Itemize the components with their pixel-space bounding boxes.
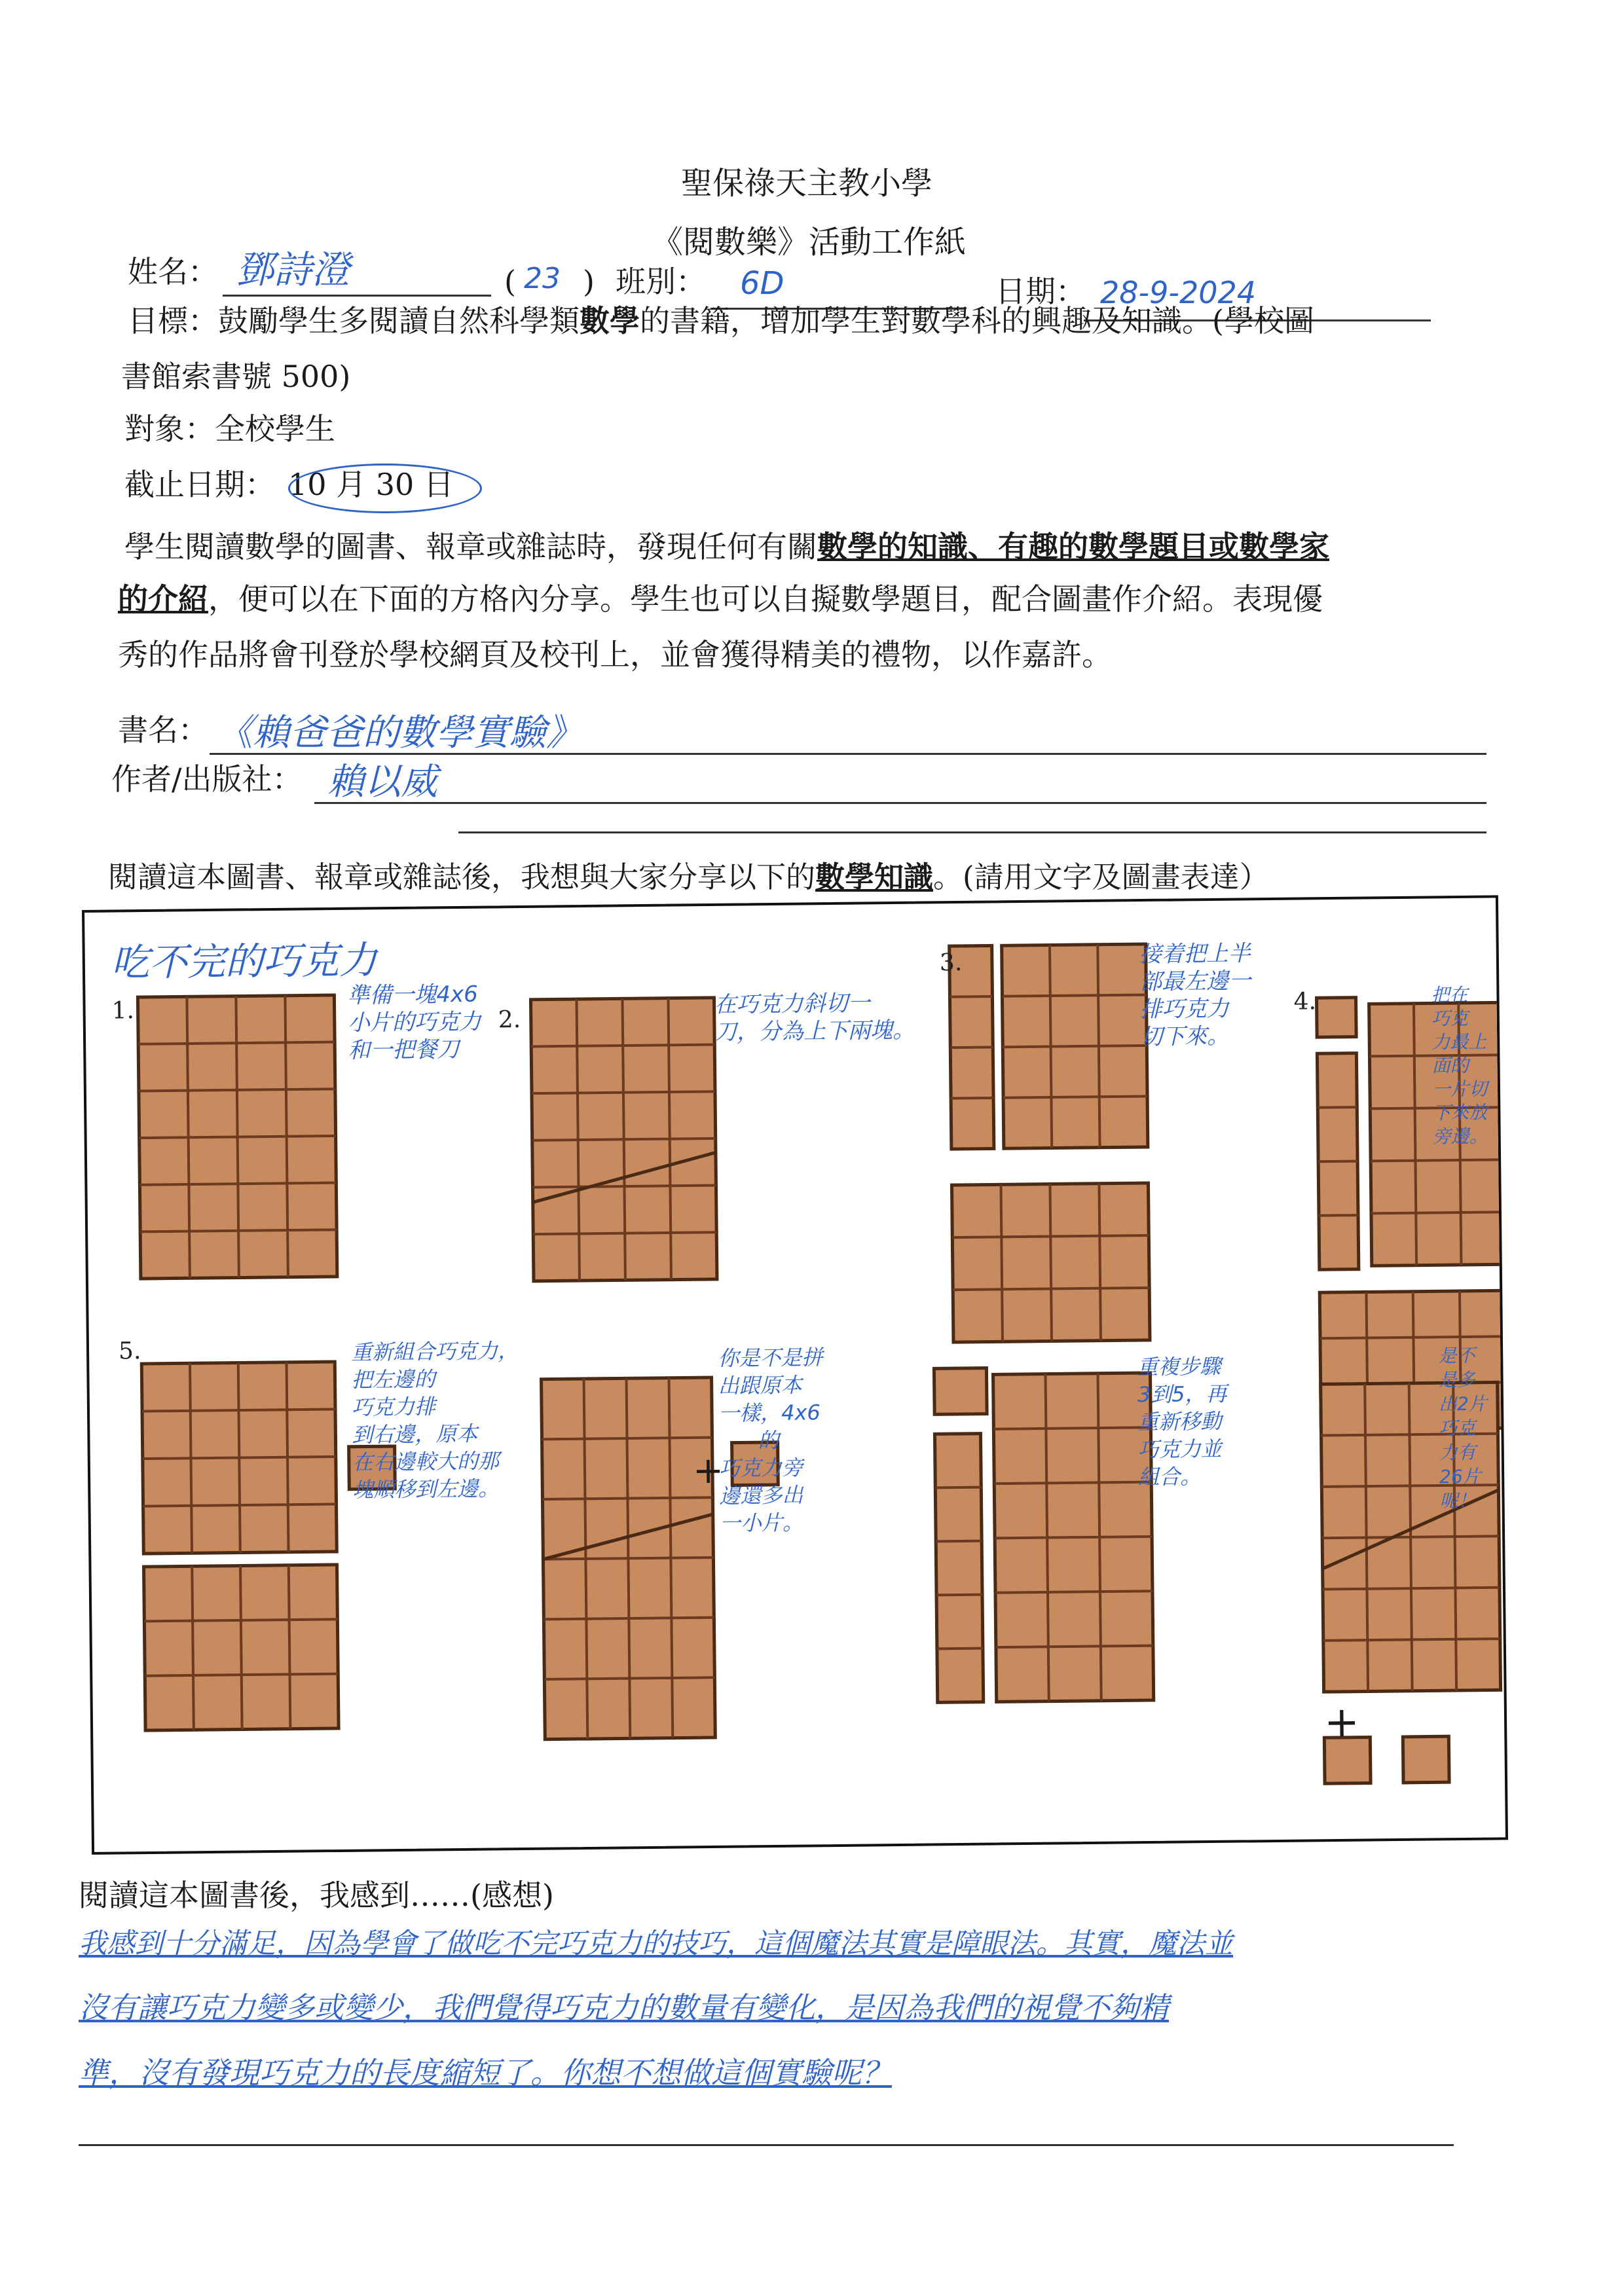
reflection-rule-4 — [79, 2144, 1454, 2146]
chocolate-step5-top — [141, 1362, 337, 1554]
instruction-line-1 — [124, 527, 1329, 566]
reflection-label: 閱讀這本圖書後，我感到……(感想) — [79, 1878, 554, 1913]
chocolate-step7-right — [993, 1373, 1154, 1702]
instruction-text-1a: 學生閱讀數學的圖書、報章或雜誌時，發現任何有關 — [124, 529, 817, 564]
book-title-value: 《賴爸爸的數學實驗》 — [216, 712, 583, 754]
worksheet-title: 《閱數樂》活動工作紙 — [652, 224, 967, 261]
step-7-note: 重複步驟 3到5，再 重新移動 巧克力並 組合。 — [1137, 1353, 1227, 1490]
step-number-1: 1. — [111, 997, 135, 1025]
step-6-note: 你是不是拼 出跟原本 一樣，4x6 的 巧克力旁 邊還多出 一小片。 — [718, 1345, 823, 1536]
school-name: 聖保祿天主教小學 — [681, 165, 933, 202]
share-prompt-b: 。(請用文字及圖畫表達） — [933, 860, 1269, 894]
share-prompt-bold: 數學知識 — [815, 860, 934, 894]
chocolate-step4-left — [1317, 1053, 1358, 1270]
step-number-3: 3. — [939, 949, 963, 977]
author-label: 作者/出版社： — [111, 761, 303, 797]
step-1-note: 準備一塊4x6 小片的巧克力 和一把餐刀 — [347, 981, 482, 1064]
chocolate-step2 — [530, 998, 716, 1281]
step-number-5: 5. — [118, 1338, 141, 1365]
goal-line-1 — [128, 301, 1314, 340]
step-8-note: 是不 是多 出2片 巧克 力有 26片 呢！ — [1438, 1344, 1488, 1512]
chocolate-step1 — [138, 995, 337, 1279]
drawing-box — [82, 895, 1508, 1855]
chocolate-step3-left — [950, 945, 994, 1149]
instruction-bold-2: 的介紹 — [118, 581, 208, 617]
chocolate-step3-bottom — [951, 1183, 1149, 1342]
step-5-note: 重新組合巧克力， 把左邊的 巧克力排 到右邊，原本 在右邊較大的那 塊順移到左邊。 — [350, 1338, 519, 1503]
deadline-circle — [288, 464, 482, 513]
author-underline — [314, 802, 1486, 804]
reflection-line-2: 沒有讓巧克力變多或變少，我們覺得巧克力的數量有變化，是因為我們的視覺不夠精 — [79, 1990, 1170, 2025]
chocolate-step8-extra-b — [1403, 1736, 1449, 1783]
name-label: 姓名： — [128, 254, 218, 289]
instruction-bold-1: 數學的知識、有趣的數學題目或數學家 — [817, 529, 1329, 564]
step-number-2: 2. — [498, 1006, 521, 1034]
chocolate-step7-piece — [934, 1368, 987, 1415]
goal-bold: 數學 — [580, 303, 640, 338]
goal-label: 目標： — [128, 303, 218, 338]
goal-line-2: 書館索書號 500) — [121, 359, 351, 394]
blank-line — [458, 831, 1486, 833]
step-number-4: 4. — [1293, 988, 1317, 1015]
class-value: 6D — [740, 265, 784, 302]
target-label: 對象： — [124, 411, 215, 446]
goal-text-1: 鼓勵學生多閱讀自然科學類 — [218, 303, 580, 338]
chocolate-step4-piece — [1317, 998, 1357, 1038]
chocolate-step3-right — [1002, 944, 1148, 1148]
instruction-text-2b: ，便可以在下面的方格內分享。學生也可以自擬數學題目，配合圖畫作介紹。表現優 — [208, 581, 1323, 617]
chocolate-step6 — [542, 1377, 716, 1740]
instruction-line-2 — [118, 579, 1323, 619]
reflection-line-3: 準，沒有發現巧克力的長度縮短了。你想不想做這個實驗呢？ — [79, 2055, 892, 2090]
step-2-note: 在巧克力斜切一 刀，分為上下兩塊。 — [714, 990, 915, 1046]
number-close: ) — [583, 264, 595, 299]
instruction-line-3: 秀的作品將會刊登於學校網頁及校刊上，並會獲得精美的禮物，以作嘉許。 — [118, 637, 1112, 672]
target-value: 全校學生 — [215, 411, 335, 446]
number-open: ( — [504, 264, 516, 299]
share-prompt — [108, 858, 1269, 897]
number-value: 23 — [524, 262, 561, 295]
deadline-value: 10 月 30 日 — [288, 467, 454, 502]
chocolate-step5-bottom — [144, 1565, 339, 1730]
deadline-label: 截止日期： — [124, 467, 275, 502]
class-label: 班別： — [616, 264, 706, 299]
step-4-note: 把在 巧克 力最上 面的 一片切 下來放 旁邊。 — [1431, 983, 1488, 1148]
box-title: 吃不完的巧克力 — [111, 938, 378, 985]
target-line — [124, 409, 335, 448]
date-label: 日期： — [995, 274, 1086, 309]
reflection-line-1: 我感到十分滿足，因為學會了做吃不完巧克力的技巧，這個魔法其實是障眼法。其實，魔法並 — [79, 1927, 1233, 1960]
name-underline — [223, 295, 491, 297]
book-title-label: 書名： — [118, 712, 208, 748]
goal-text-2: 的書籍，增加學生對數學科的興趣及知識。(學校圖 — [640, 303, 1314, 338]
share-prompt-a: 閱讀這本圖書、報章或雜誌後，我想與大家分享以下的 — [108, 860, 816, 894]
name-value: 鄧詩澄 — [236, 247, 350, 292]
plus-sign-final: + — [1323, 1698, 1360, 1747]
date-value: 28-9-2024 — [1100, 275, 1257, 310]
plus-sign-step6: + — [692, 1449, 724, 1493]
chocolate-step7-left — [934, 1434, 983, 1703]
author-value: 賴以威 — [327, 761, 437, 803]
step-3-note: 接着把上半 部最左邊一 排巧克力 切下來。 — [1139, 940, 1251, 1051]
